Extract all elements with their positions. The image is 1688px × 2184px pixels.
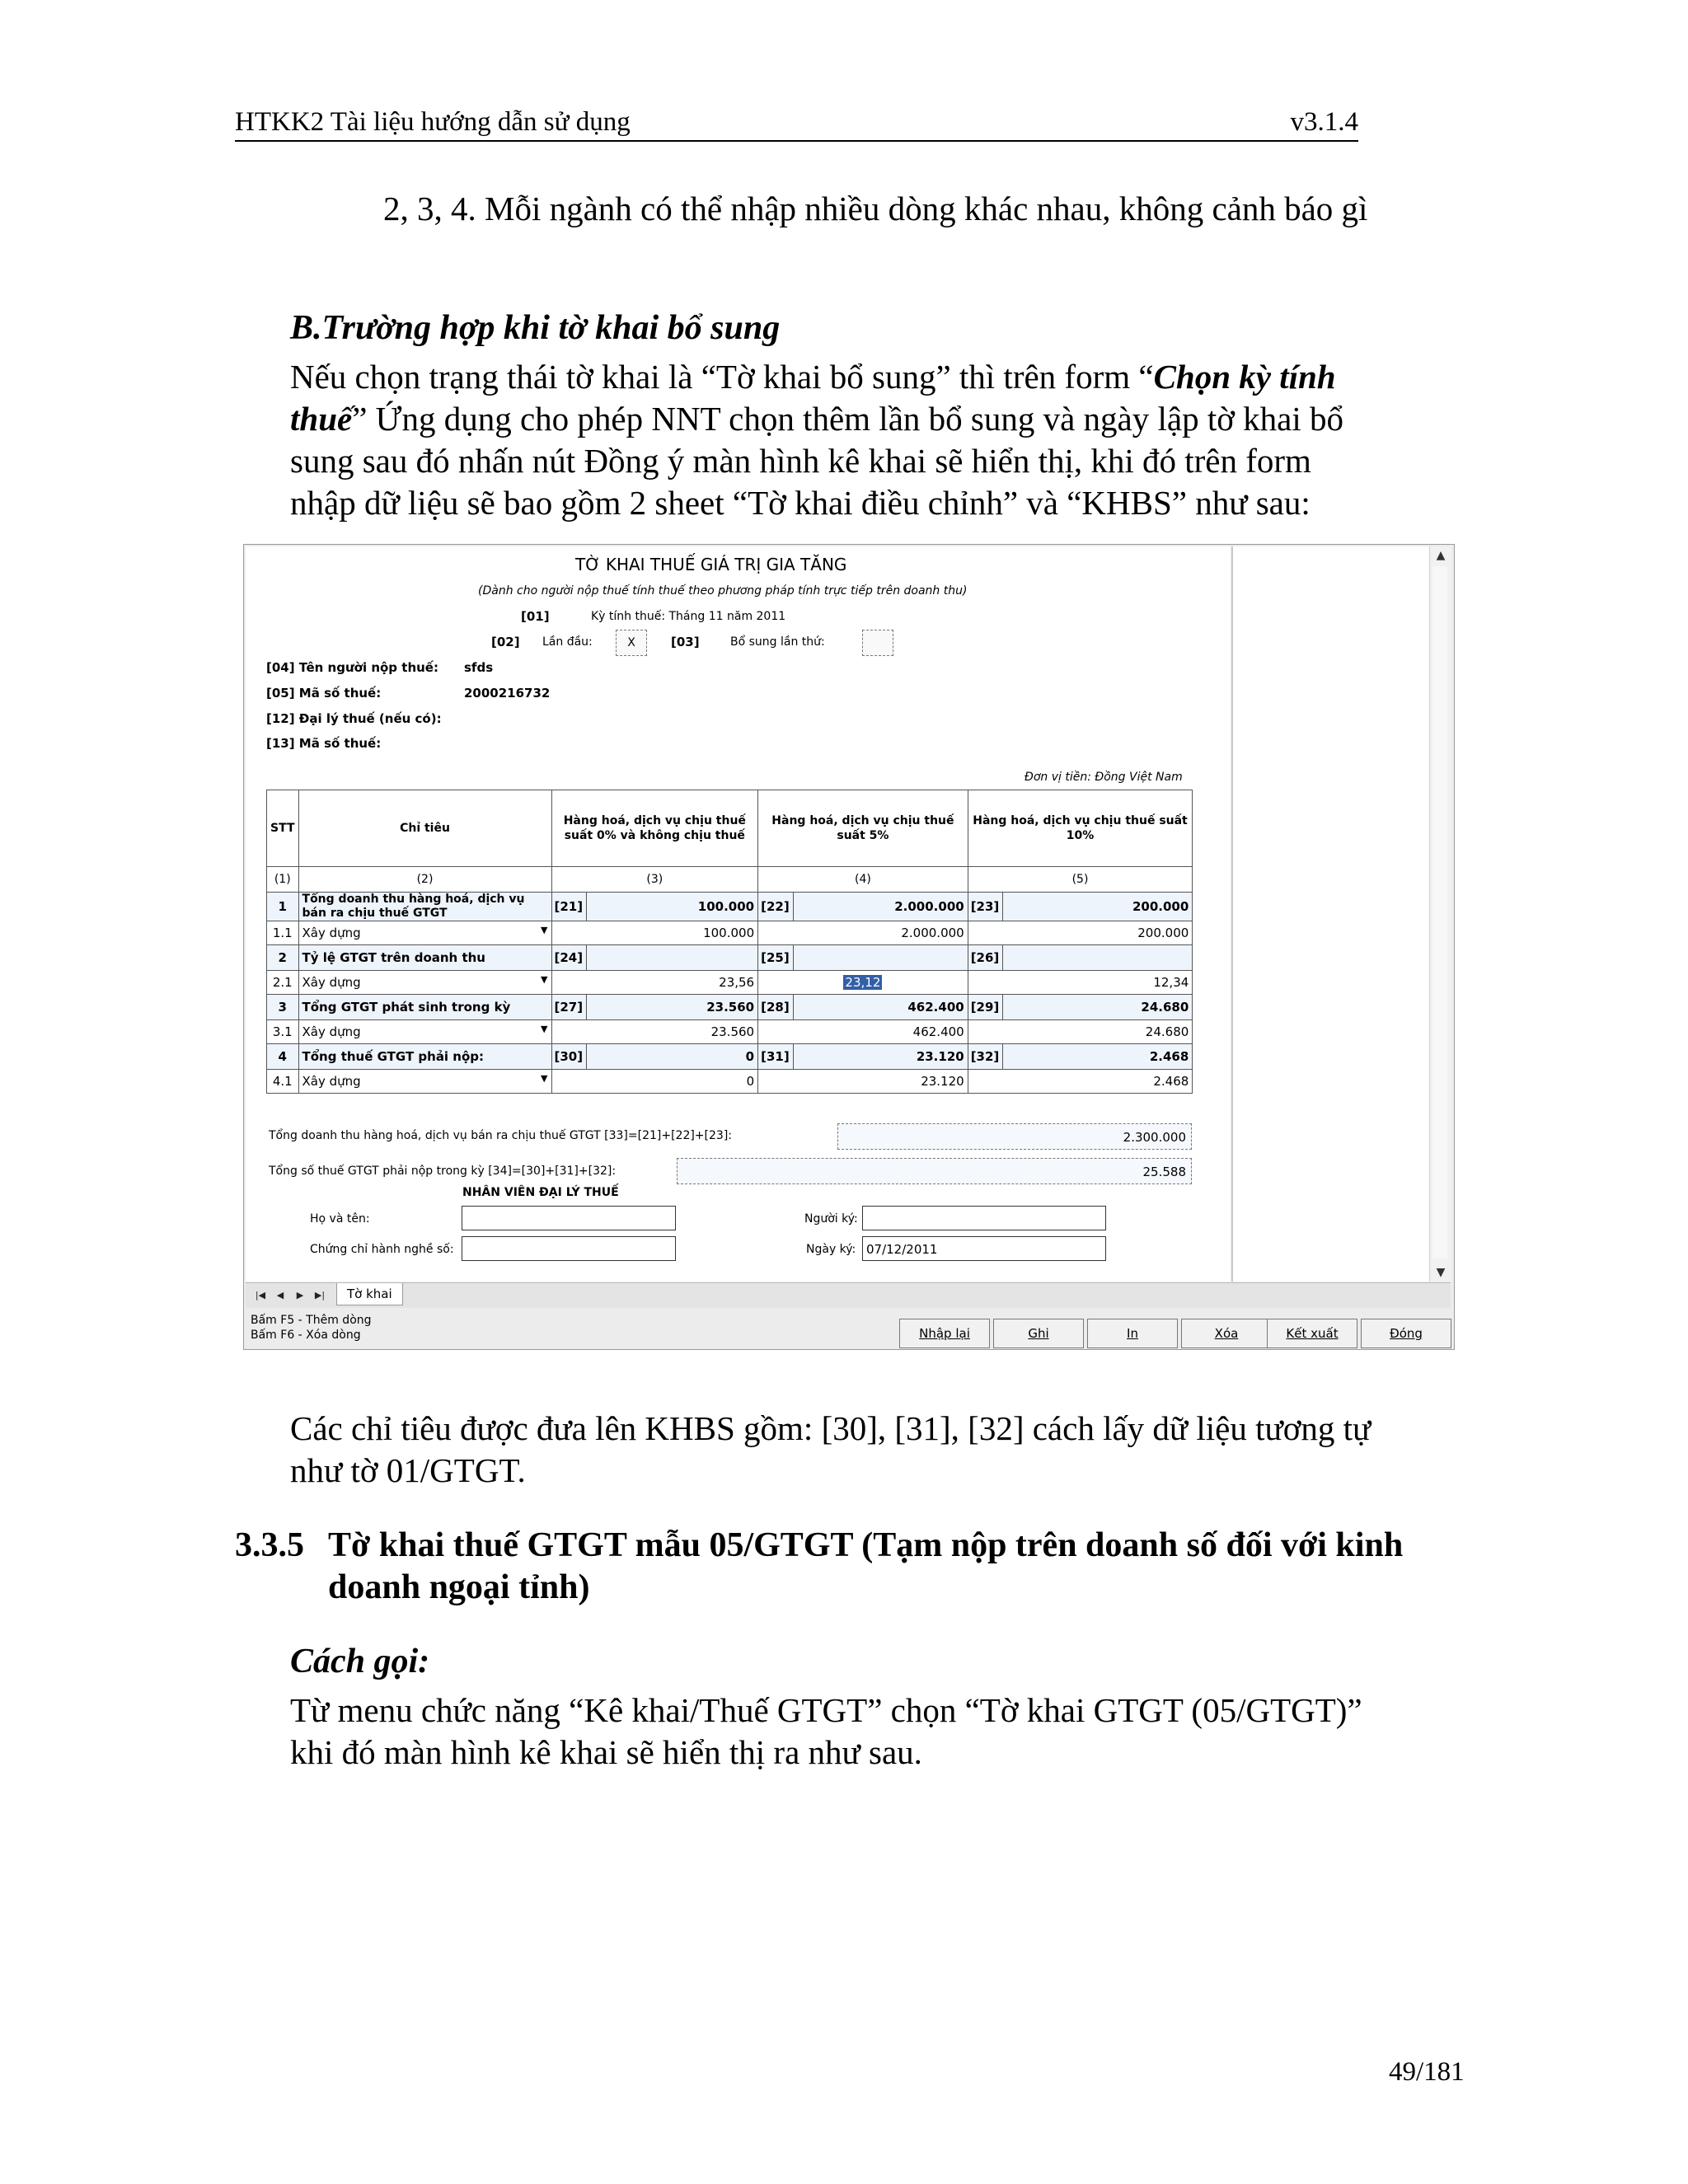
next-sheet-icon[interactable]: ▶ bbox=[296, 1290, 304, 1301]
currency-unit: Đơn vị tiền: Đồng Việt Nam bbox=[1025, 771, 1183, 784]
scroll-down-icon[interactable]: ▼ bbox=[1436, 1266, 1446, 1279]
chevron-down-icon[interactable]: ▼ bbox=[541, 925, 548, 935]
chevron-down-icon[interactable]: ▼ bbox=[541, 974, 548, 985]
col-3: Hàng hoá, dịch vụ chịu thuế suất 0% và không chịu thuế bbox=[551, 790, 758, 867]
industry-dropdown[interactable]: Xây dựng ▼ bbox=[298, 921, 551, 945]
intro-line: 2, 3, 4. Mỗi ngành có thể nhập nhiều dòng khác nhau, không cảnh báo gì bbox=[383, 190, 1368, 227]
first-time-checkbox[interactable]: X bbox=[616, 630, 647, 656]
form-sheet bbox=[246, 546, 1231, 1282]
print-button[interactable]: In bbox=[1087, 1319, 1178, 1348]
industry-dropdown[interactable]: Xây dựng ▼ bbox=[298, 1020, 551, 1044]
form-title: TỜ KHAI THUẾ GIÁ TRỊ GIA TĂNG bbox=[575, 555, 847, 574]
cach-goi-text: Từ menu chức năng “Kê khai/Thuế GTGT” chọn “Tờ khai GTGT (05/GTGT)” khi đó màn hình kê khai sẽ hiển thị ra như sau. bbox=[290, 1691, 1362, 1771]
section-b-title: B.Trường hợp khi tờ khai bổ sung bbox=[290, 309, 781, 347]
para-line-1: Nếu chọn trạng thái tờ khai là “Tờ khai bổ sung” thì trên form “Chọn kỳ tính bbox=[290, 358, 1336, 396]
table-row: 1.1 Xây dựng ▼ 100.000 2.000.000 200.000 bbox=[267, 921, 1193, 945]
supplement-number-input[interactable] bbox=[862, 630, 893, 656]
sign-date-input[interactable]: 07/12/2011 bbox=[862, 1236, 1106, 1261]
para-line-3: sung sau đó nhấn nút Đồng ý màn hình kê khai sẽ hiển thị, khi đó trên form bbox=[290, 442, 1311, 480]
table-row: 3 Tổng GTGT phát sinh trong kỳ [27] 23.560 [28] 462.400 [29] 24.680 bbox=[267, 995, 1193, 1020]
after-text: Các chỉ tiêu được đưa lên KHBS gồm: [30], [31], [32] cách lấy dữ liệu tương tự như tờ 01/GTGT. bbox=[290, 1409, 1372, 1489]
agent-staff-heading: NHÂN VIÊN ĐẠI LÝ THUẾ bbox=[462, 1186, 619, 1199]
col-stt: STT bbox=[267, 790, 299, 867]
table-row: 2.1 Xây dựng ▼ 23,56 23,12 12,34 bbox=[267, 971, 1193, 995]
chevron-down-icon[interactable]: ▼ bbox=[541, 1024, 548, 1034]
key-hints: Bấm F5 - Thêm dòng Bấm F6 - Xóa dòng bbox=[251, 1314, 372, 1342]
header-version: v3.1.4 bbox=[1290, 107, 1358, 137]
scroll-thumb[interactable] bbox=[1432, 566, 1447, 1258]
para-line-4: nhập dữ liệu sẽ bao gồm 2 sheet “Tờ khai điều chỉnh” và “KHBS” như sau: bbox=[290, 484, 1311, 522]
tax-form-screenshot bbox=[243, 544, 1455, 1350]
code-03: [03] bbox=[671, 635, 700, 649]
sheet-tab-bar bbox=[246, 1282, 1451, 1308]
col-5: Hàng hoá, dịch vụ chịu thuế suất 10% bbox=[968, 790, 1193, 867]
industry-dropdown[interactable]: Xây dựng ▼ bbox=[298, 1070, 551, 1094]
taxpayer-label: [04] Tên người nộp thuế: bbox=[266, 660, 438, 675]
fullname-label: Họ và tên: bbox=[310, 1212, 370, 1226]
scroll-up-icon[interactable]: ▲ bbox=[1436, 549, 1446, 562]
agent-taxcode-label: [13] Mã số thuế: bbox=[266, 736, 382, 751]
total-revenue-label: Tổng doanh thu hàng hoá, dịch vụ bán ra chịu thuế GTGT [33]=[21]+[22]+[23]: bbox=[269, 1129, 732, 1142]
section-b-paragraph bbox=[290, 356, 1461, 524]
tab-to-khai[interactable]: Tờ khai bbox=[336, 1283, 403, 1305]
certificate-input[interactable] bbox=[462, 1236, 676, 1261]
taxcode-label: [05] Mã số thuế: bbox=[266, 686, 382, 701]
vertical-scrollbar[interactable] bbox=[1429, 546, 1451, 1282]
total-revenue-value: 2.300.000 bbox=[837, 1123, 1192, 1150]
total-tax-value: 25.588 bbox=[677, 1158, 1192, 1184]
industry-dropdown[interactable]: Xây dựng ▼ bbox=[298, 971, 551, 995]
page-header bbox=[235, 105, 1358, 142]
table-row: 4 Tổng thuế GTGT phải nộp: [30] 0 [31] 23.120 [32] 2.468 bbox=[267, 1044, 1193, 1070]
first-sheet-icon[interactable]: |◀ bbox=[255, 1290, 266, 1301]
table-header bbox=[267, 790, 1193, 867]
chevron-down-icon[interactable]: ▼ bbox=[541, 1073, 548, 1084]
export-button[interactable]: Kết xuất bbox=[1267, 1319, 1357, 1348]
col-item: Chỉ tiêu bbox=[298, 790, 551, 867]
column-number-row: (1) (2) (3) (4) (5) bbox=[267, 867, 1193, 893]
header-title: HTKK2 Tài liệu hướng dẫn sử dụng bbox=[235, 107, 631, 137]
table-row: 2 Tỷ lệ GTGT trên doanh thu [24] [25] [26] bbox=[267, 945, 1193, 971]
section-335-title: Tờ khai thuế GTGT mẫu 05/GTGT (Tạm nộp trên doanh số đối với kinh doanh ngoại tỉnh) bbox=[328, 1526, 1404, 1606]
code-01: [01] bbox=[521, 609, 550, 624]
cach-goi-title: Cách gọi: bbox=[290, 1643, 430, 1680]
taxpayer-value: sfds bbox=[464, 660, 494, 675]
supplement-label: Bổ sung lần thứ: bbox=[730, 635, 825, 649]
close-button[interactable]: Đóng bbox=[1361, 1319, 1451, 1348]
table-row: 1 Tổng doanh thu hàng hoá, dịch vụ bán ra chịu thuế GTGT [21] 100.000 [22] 2.000.000 [23] 200.000 bbox=[267, 893, 1193, 921]
form-subtitle: (Dành cho người nộp thuế tính thuế theo phương pháp tính trực tiếp trên doanh thu) bbox=[478, 584, 968, 598]
right-pane bbox=[1231, 546, 1429, 1282]
code-02: [02] bbox=[491, 635, 520, 649]
save-button[interactable]: Ghi bbox=[993, 1319, 1084, 1348]
reset-button[interactable]: Nhập lại bbox=[899, 1319, 990, 1348]
first-time-label: Lần đầu: bbox=[542, 635, 593, 649]
page-number: 49/181 bbox=[1389, 2057, 1465, 2087]
total-tax-label: Tổng số thuế GTGT phải nộp trong kỳ [34]=[30]+[31]+[32]: bbox=[269, 1165, 617, 1178]
fullname-input[interactable] bbox=[462, 1206, 676, 1230]
prev-sheet-icon[interactable]: ◀ bbox=[276, 1290, 284, 1301]
vat-table bbox=[266, 790, 1193, 1094]
table-row: 3.1 Xây dựng ▼ 23.560 462.400 24.680 bbox=[267, 1020, 1193, 1044]
agent-label: [12] Đại lý thuế (nếu có): bbox=[266, 711, 442, 726]
para-line-2: thuế” Ứng dụng cho phép NNT chọn thêm lần bổ sung và ngày lập tờ khai bổ bbox=[290, 400, 1343, 438]
signer-label: Người ký: bbox=[804, 1212, 858, 1226]
delete-button[interactable]: Xóa bbox=[1181, 1319, 1272, 1348]
selected-cell-value[interactable]: 23,12 bbox=[845, 975, 881, 990]
sign-date-label: Ngày ký: bbox=[806, 1243, 856, 1256]
col-4: Hàng hoá, dịch vụ chịu thuế suất 5% bbox=[758, 790, 968, 867]
last-sheet-icon[interactable]: ▶| bbox=[314, 1290, 326, 1301]
certificate-label: Chứng chỉ hành nghề số: bbox=[310, 1243, 454, 1256]
tax-period: Kỳ tính thuế: Tháng 11 năm 2011 bbox=[591, 610, 786, 623]
signer-input[interactable] bbox=[862, 1206, 1106, 1230]
section-335-number: 3.3.5 bbox=[235, 1526, 304, 1564]
table-row: 4.1 Xây dựng ▼ 0 23.120 2.468 bbox=[267, 1070, 1193, 1094]
taxcode-value: 2000216732 bbox=[464, 686, 551, 701]
